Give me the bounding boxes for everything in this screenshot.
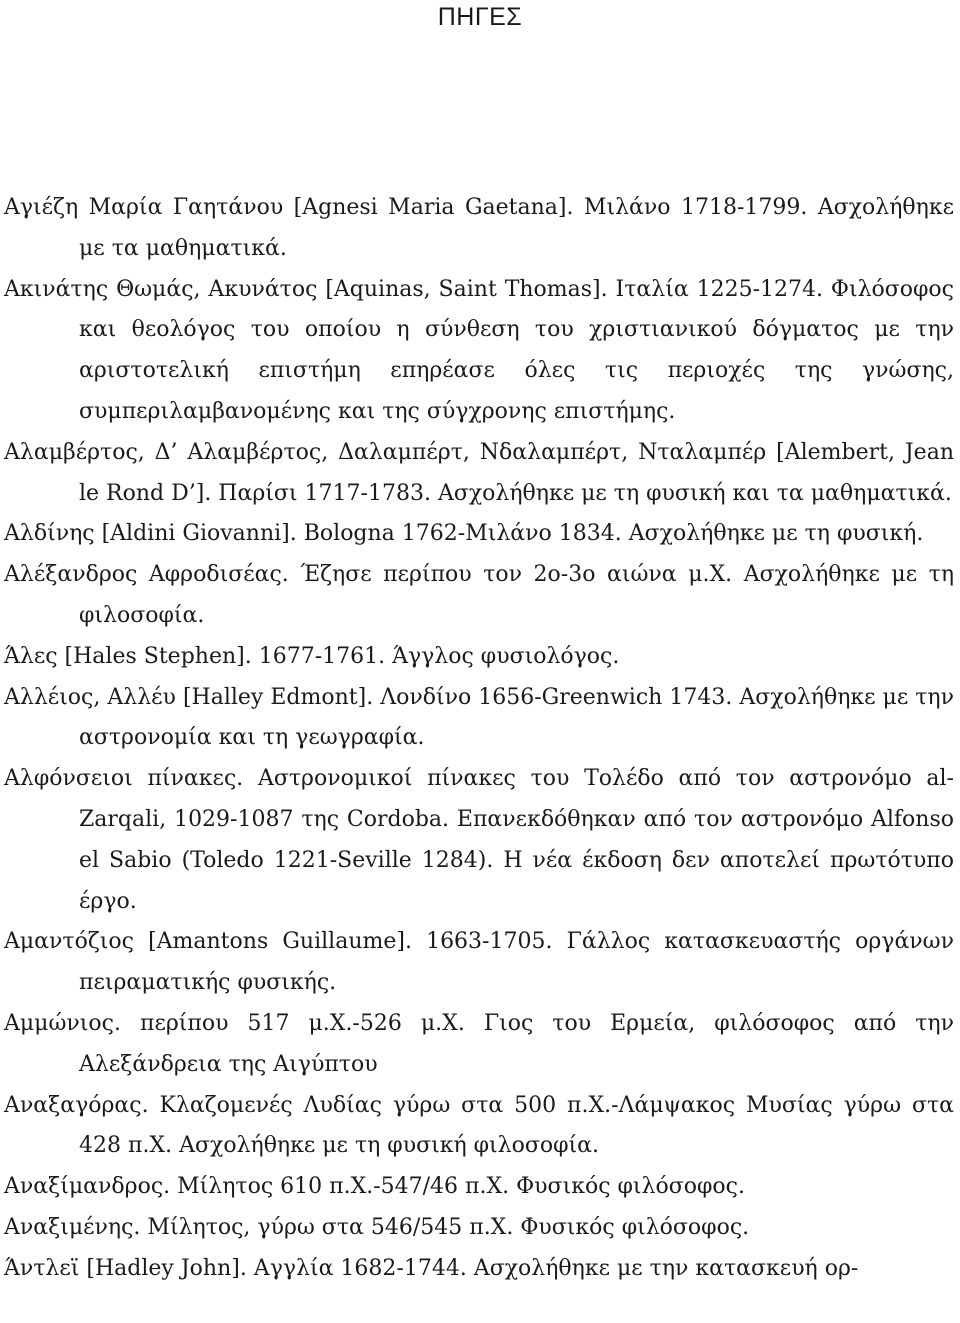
list-item: Άντλεϊ [Hadley John]. Αγγλία 1682-1744. Ασχολήθηκε με την κατασκευή ορ-	[4, 1255, 859, 1281]
list-item: Αναξιμένης. Μίλητος, γύρω στα 546/545 π.Χ. Φυσικός φιλόσοφος.	[4, 1214, 750, 1240]
list-item: Αμμώνιος. περίπου 517 μ.Χ.-526 μ.Χ. Γιος του Ερμεία, φιλόσοφος από την Αλεξάνδρεια της Αιγύπτου	[4, 1010, 954, 1077]
list-item: Αμαντόζιος [Amantons Guillaume]. 1663-1705. Γάλλος κατασκευαστής οργάνων πειραματικής φυσικής.	[4, 929, 954, 996]
sources-list	[4, 188, 954, 1290]
page-title: ΠΗΓΕΣ	[437, 3, 523, 31]
list-item: Ακινάτης Θωμάς, Ακυνάτος [Aquinas, Saint Thomas]. Ιταλία 1225-1274. Φιλόσοφος και θεολόγος του οποίου η σύνθεση του χριστιανικού δόγματος με την αριστοτελική επιστήμη επηρέασε όλες τις περιοχές της γνώσης, συμπεριλαμβανομένης και της σύγχρονης επιστήμης.	[4, 276, 954, 424]
list-item: Αγιέζη Μαρία Γαητάνου [Agnesi Maria Gaetana]. Μιλάνο 1718-1799. Ασχολήθηκε με τα μαθηματικά.	[4, 195, 954, 261]
list-item: Αλέξανδρος Αφροδισέας. Έζησε περίπου τον 2ο-3ο αιώνα μ.Χ. Ασχολήθηκε με τη φιλοσοφία.	[4, 562, 954, 628]
list-item: Αλδίνης [Aldini Giovanni]. Bologna 1762-Μιλάνο 1834. Ασχολήθηκε με τη φυσική.	[4, 521, 924, 547]
list-item: Αναξίμανδρος. Μίλητος 610 π.Χ.-547/46 π.Χ. Φυσικός φιλόσοφος.	[4, 1174, 745, 1200]
list-item: Αλαμβέρτος, Δ’ Αλαμβέρτος, Δαλαμπέρτ, Νδαλαμπέρτ, Νταλαμπέρ [Alembert, Jean le Rond D’]. Παρίσι 1717-1783. Ασχολήθηκε με τη φυσική και τα μαθηματικά.	[4, 439, 954, 506]
list-item: Αλφόνσειοι πίνακες. Αστρονομικοί πίνακες του Τολέδο από τον αστρονόμο al-Zarqali, 1029-1087 της Cordoba. Επανεκδόθηκαν από τον αστρονόμο Alfonso el Sabio (Toledo 1221-Seville 1284). Η νέα έκδοση δεν αποτελεί πρωτότυπο έργο.	[4, 766, 954, 914]
list-item: Άλες [Hales Stephen]. 1677-1761. Άγγλος φυσιολόγος.	[4, 643, 620, 669]
list-item: Αλλέιος, Αλλέυ [Halley Edmont]. Λονδίνο 1656-Greenwich 1743. Ασχολήθηκε με την αστρονομία και τη γεωγραφία.	[4, 684, 954, 751]
list-item: Αναξαγόρας. Κλαζομενές Λυδίας γύρω στα 500 π.Χ.-Λάμψακος Μυσίας γύρω στα 428 π.Χ. Ασχολήθηκε με τη φυσική φιλοσοφία.	[4, 1092, 954, 1159]
